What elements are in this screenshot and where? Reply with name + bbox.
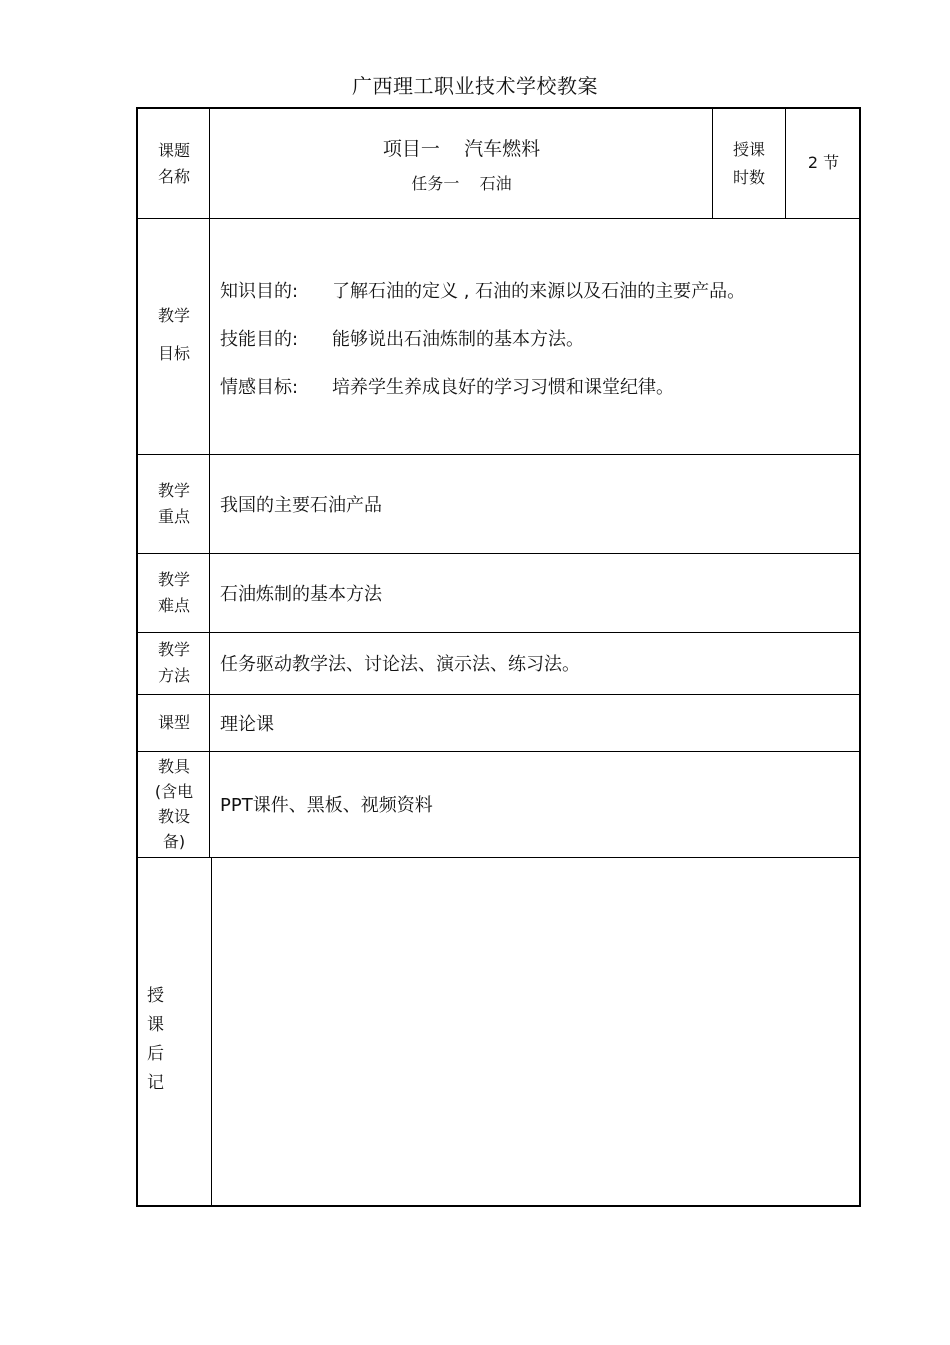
label-line: 教学 [157, 569, 190, 589]
hours-value: 2 节 [807, 152, 840, 172]
label-line: 时数 [732, 167, 765, 187]
key-points-label [138, 454, 210, 553]
objective-knowledge [220, 277, 745, 303]
label-line: 方法 [157, 666, 190, 685]
objective-key: 情感目标: [220, 377, 299, 398]
label-line: 名称 [157, 166, 190, 186]
lesson-plan-table [136, 107, 861, 1207]
difficulties-label [138, 553, 210, 632]
label-column-divider [211, 857, 212, 1207]
course-name-value [211, 109, 712, 218]
objective-value: 能够说出石油炼制的基本方法。 [332, 329, 584, 350]
project-title: 项目一 汽车燃料 [382, 137, 541, 160]
label-line: 教学 [157, 640, 190, 659]
label-line: 课题 [157, 140, 190, 160]
label-line: 重点 [157, 506, 190, 526]
lesson-type-value: 理论课 [220, 713, 274, 735]
objectives-content [212, 277, 861, 407]
label-line: (含电 [154, 782, 194, 801]
row-divider [138, 218, 859, 219]
document-title: 广西理工职业技术学校教案 [352, 74, 598, 98]
notes-label [147, 982, 171, 1098]
objective-key: 知识目的: [220, 281, 299, 302]
notes-label-char: 记 [147, 1073, 164, 1093]
label-line: 教学 [157, 306, 190, 325]
tools-value: PPT课件、黑板、视频资料 [220, 795, 433, 816]
notes-label-char: 后 [147, 1044, 164, 1064]
course-name-label [138, 109, 210, 218]
objective-value: 培养学生养成良好的学习习惯和课堂纪律。 [332, 377, 674, 398]
label-line: 教学 [157, 480, 190, 500]
objectives-label [138, 295, 210, 375]
notes-area[interactable] [213, 858, 860, 1205]
objective-key: 技能目的: [220, 329, 299, 350]
objective-skill [220, 325, 745, 351]
label-line: 授课 [732, 139, 765, 159]
methods-value: 任务驱动教学法、讨论法、演示法、练习法。 [220, 654, 580, 675]
notes-label-char: 课 [147, 1015, 164, 1035]
label-line: 教设 [157, 807, 190, 826]
key-points-value: 我国的主要石油产品 [220, 494, 382, 516]
methods-label [138, 632, 210, 694]
task-title: 任务一 石油 [411, 173, 512, 193]
notes-label-char: 授 [147, 986, 164, 1006]
label-line: 难点 [157, 595, 190, 615]
difficulties-value: 石油炼制的基本方法 [220, 583, 382, 605]
objective-emotion [220, 373, 745, 399]
label-line: 目标 [157, 344, 190, 363]
hours-label [713, 109, 785, 218]
lesson-type-label: 课型 [157, 712, 190, 732]
label-line: 教具 [157, 757, 190, 776]
objective-value: 了解石油的定义 , 石油的来源以及石油的主要产品。 [332, 281, 746, 302]
tools-label [138, 751, 210, 857]
label-line: 备) [162, 832, 186, 851]
